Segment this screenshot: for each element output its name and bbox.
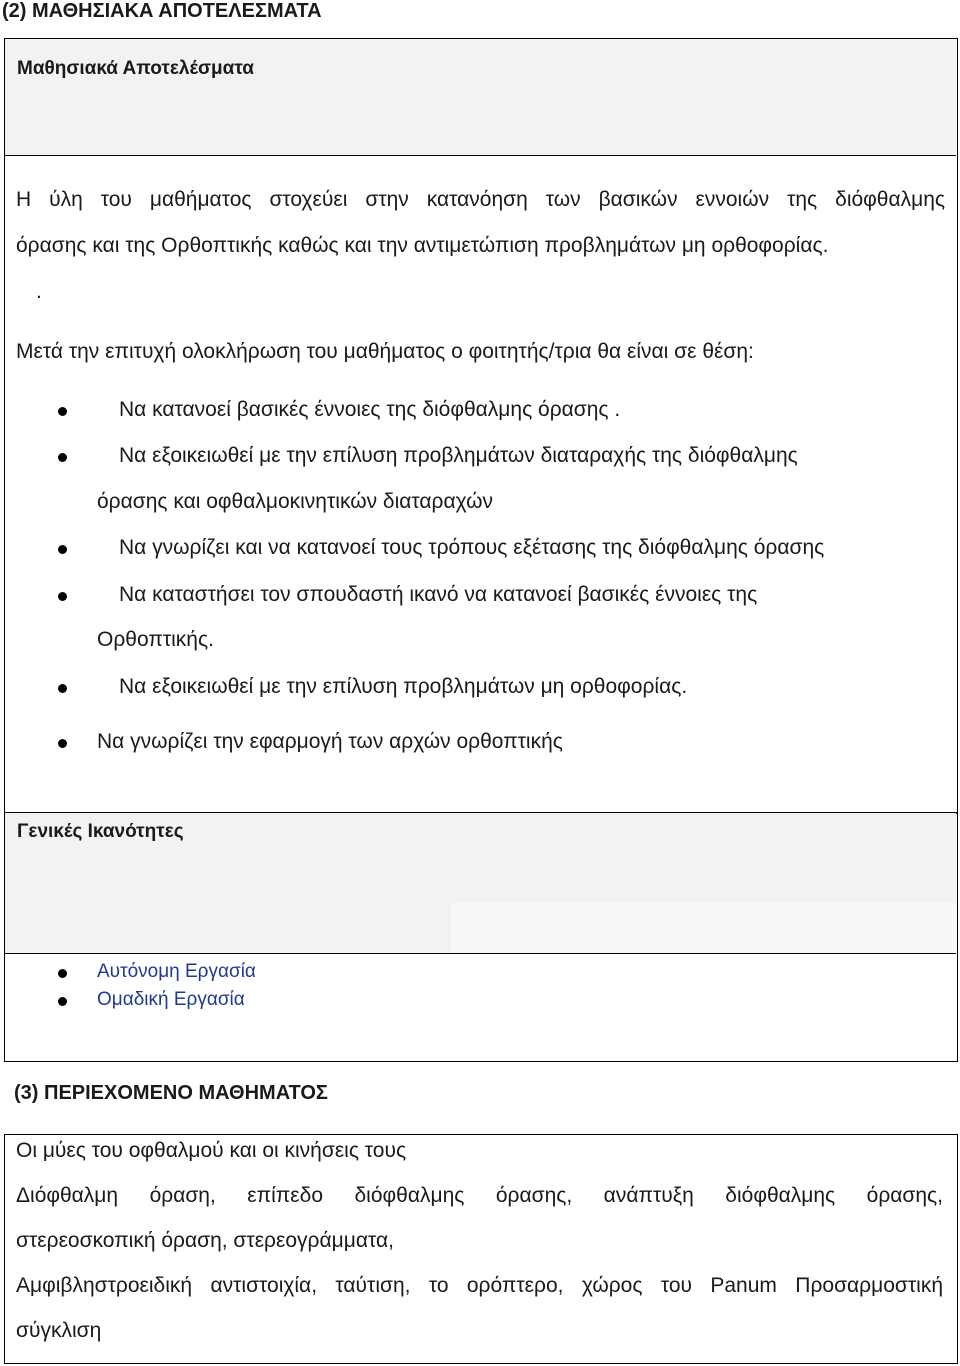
content-line: σύγκλιση bbox=[16, 1319, 102, 1342]
section-2-title: (2) ΜΑΘΗΣΙΑΚΑ ΑΠΟΤΕΛΕΣΜΑΤΑ bbox=[2, 0, 322, 22]
skill-item: Ομαδική Εργασία bbox=[97, 989, 245, 1010]
intro-dot: . bbox=[36, 280, 42, 303]
outcome-item: Να γνωρίζει και να κατανοεί τους τρόπους εξέτασης της διόφθαλμης όρασης bbox=[119, 536, 825, 559]
bullet-icon bbox=[58, 453, 67, 462]
bullet-icon bbox=[58, 684, 67, 693]
bullet-icon bbox=[58, 997, 67, 1006]
general-skills-heading: Γενικές Ικανότητες bbox=[17, 821, 184, 842]
bullet-icon bbox=[58, 592, 67, 601]
outcome-item-cont: όρασης και οφθαλμοκινητικών διαταραχών bbox=[97, 490, 493, 513]
outcome-item: Να καταστήσει τον σπουδαστή ικανό να κατανοεί βασικές έννοιες της bbox=[119, 583, 758, 606]
bullet-icon bbox=[58, 739, 67, 748]
general-skills-box bbox=[4, 812, 958, 1062]
skill-item: Αυτόνομη Εργασία bbox=[97, 961, 256, 982]
intro-line-2: όρασης και της Ορθοπτικής καθώς και την αντιμετώπιση προβλημάτων μη ορθοφορίας. bbox=[16, 234, 829, 257]
outcome-item: Να γνωρίζει την εφαρμογή των αρχών ορθοπτικής bbox=[97, 730, 563, 753]
outcome-item: Να εξοικειωθεί με την επίλυση προβλημάτων διαταραχής της διόφθαλμης bbox=[119, 444, 798, 467]
outcomes-lead: Μετά την επιτυχή ολοκλήρωση του μαθήματος ο φοιτητής/τρια θα είναι σε θέση: bbox=[16, 340, 754, 363]
outcome-item: Να κατανοεί βασικές έννοιες της διόφθαλμης όρασης . bbox=[119, 398, 621, 421]
bullet-icon bbox=[58, 545, 67, 554]
bullet-icon bbox=[58, 407, 67, 416]
outcome-item-cont: Ορθοπτικής. bbox=[97, 628, 214, 651]
content-line: Αμφιβληστροειδική αντιστοιχία, ταύτιση, το ορόπτερο, χώρος του Panum Προσαρμοστική bbox=[16, 1274, 943, 1297]
learning-outcomes-header bbox=[5, 39, 956, 155]
content-line: Διόφθαλμη όραση, επίπεδο διόφθαλμης όρασης, ανάπτυξη διόφθαλμης όρασης, bbox=[16, 1184, 943, 1207]
content-line: Οι μύες του οφθαλμού και οι κινήσεις τους bbox=[16, 1139, 407, 1162]
section-3-title: (3) ΠΕΡΙΕΧΟΜΕΝΟ ΜΑΘΗΜΑΤΟΣ bbox=[14, 1082, 328, 1104]
content-line: στερεοσκοπική όραση, στερεογράμματα, bbox=[16, 1229, 394, 1252]
general-skills-header bbox=[5, 813, 956, 953]
learning-outcomes-heading: Μαθησιακά Αποτελέσματα bbox=[17, 58, 254, 79]
outcome-item: Να εξοικειωθεί με την επίλυση προβλημάτων μη ορθοφορίας. bbox=[119, 675, 688, 698]
intro-line-1: Η ύλη του μαθήματος στοχεύει στην κατανόηση των βασικών εννοιών της διόφθαλμης bbox=[16, 188, 945, 211]
bullet-icon bbox=[58, 969, 67, 978]
